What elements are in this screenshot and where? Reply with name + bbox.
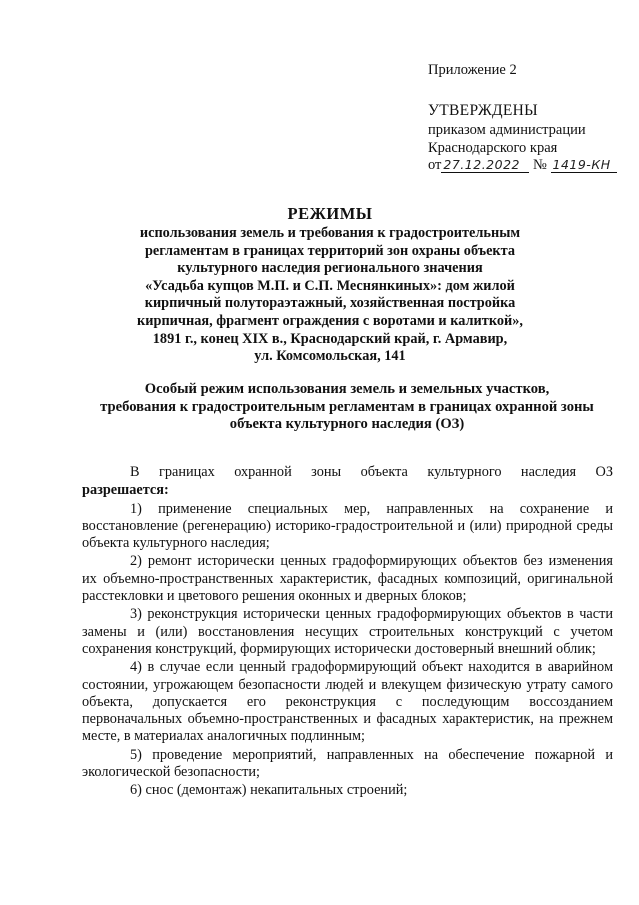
title-line: ул. Комсомольская, 141 xyxy=(254,348,406,365)
list-item: 5) проведение мероприятий, направленных на обеспечение пожарной и экологической безопасности; xyxy=(82,746,613,781)
handwritten-date: 27.12.2022 xyxy=(441,158,529,173)
section-heading-line: требования к градостроительным регламентам в границах охранной зоны xyxy=(100,398,594,415)
handwritten-number: 1419-КН xyxy=(551,158,617,173)
document-body xyxy=(82,464,613,801)
approval-block xyxy=(428,62,628,175)
title-heading: РЕЖИМЫ xyxy=(287,204,373,223)
approval-line-2: Краснодарского края xyxy=(428,139,558,156)
approval-line-1: приказом администрации xyxy=(428,122,586,138)
intro-paragraph: В границах охранной зоны объекта культурного наследия ОЗ xyxy=(130,464,613,480)
title-line: кирпичный полутораэтажный, хозяйственная постройка xyxy=(144,295,516,312)
title-line: кирпичная, фрагмент ограждения с воротами и калиткой», xyxy=(137,312,523,329)
title-line: культурного наследия регионального значения xyxy=(177,260,483,277)
list-item: 6) снос (демонтаж) некапитальных строений; xyxy=(130,782,408,799)
section-heading xyxy=(82,381,612,434)
title-line: 1891 г., конец XIX в., Краснодарский край, г. Армавир, xyxy=(152,330,508,347)
title-line: использования земель и требования к градостроительным xyxy=(139,225,521,241)
list-item: 3) реконструкция исторически ценных градоформирующих объектов в части замены и (или) восстановления несущих строительных конструкций с учетом сохранения конструкций, формирующих исторически достоверный внешний облик; xyxy=(82,606,613,657)
date-number-line xyxy=(428,157,628,175)
list-item: 1) применение специальных мер, направленных на сохранение и восстановление (регенерацию) историко-градостроительной и (или) природной среды объекта культурного наследия; xyxy=(82,500,613,552)
title-line: «Усадьба купцов М.П. и С.П. Меснянкиных»: дом жилой xyxy=(145,277,515,294)
document-title xyxy=(60,204,600,366)
number-prefix: № xyxy=(533,157,547,173)
allowed-label: разрешается: xyxy=(82,482,169,499)
section-heading-line: объекта культурного наследия (ОЗ) xyxy=(229,416,465,433)
appendix-label: Приложение 2 xyxy=(428,62,517,78)
list-item: 2) ремонт исторически ценных градоформирующих объектов без изменения их объемно-пространственных характеристик, фасадных композиций, оригинальной расстекловки и цветового решения оконных и дверных блоков; xyxy=(82,553,613,605)
list-item: 4) в случае если ценный градоформирующий объект находится в аварийном состоянии, угрожающем безопасности людей и влекущем физическую утрату самого объекта, допускается его реконструкция с последующим воссозданием первоначальных объемно-пространственных и фасадных характеристик, на прежнем месте, в материалах аналогичных подлинным; xyxy=(82,659,613,745)
date-prefix: от xyxy=(428,157,442,173)
approved-label: УТВЕРЖДЕНЫ xyxy=(428,101,538,119)
section-heading-line: Особый режим использования земель и земельных участков, xyxy=(144,381,550,397)
title-line: регламентам в границах территорий зон охраны объекта xyxy=(144,242,515,259)
